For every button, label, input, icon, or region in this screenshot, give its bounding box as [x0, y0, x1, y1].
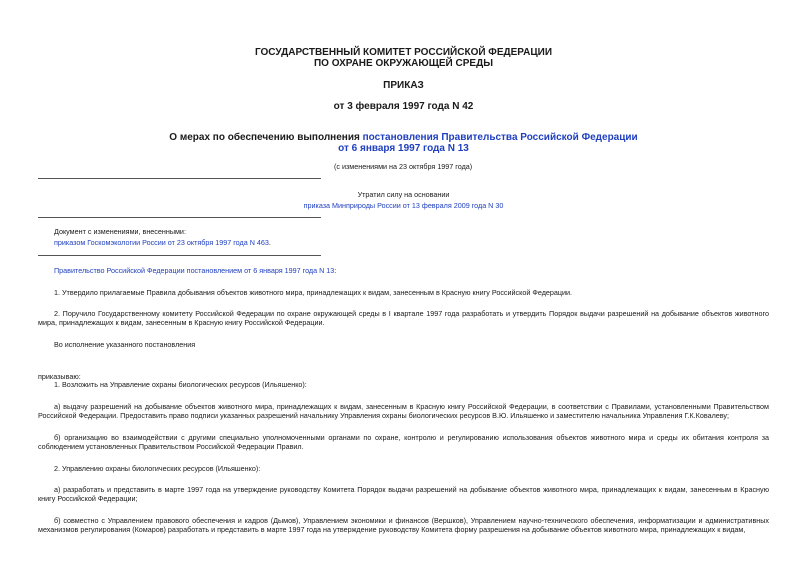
- committee-name-line-1: ГОСУДАРСТВЕННЫЙ КОМИТЕТ РОССИЙСКОЙ ФЕДЕРАЦИИ: [254, 47, 553, 58]
- divider-3: [38, 255, 321, 256]
- preamble-paragraph: [54, 266, 336, 275]
- paragraph-7: б) организацию во взаимодействии с другими специально уполномоченными органами по охране, контролю и регулированию использования объектов животного мира и среды их обитания контроля за соблюдением установленных Правительством Российской Федерации Правил.: [38, 433, 769, 452]
- document-title: [0, 132, 807, 143]
- paragraph-5: 1. Возложить на Управление охраны биологических ресурсов (Ильяшенко):: [54, 380, 307, 389]
- paragraph-8: 2. Управлению охраны биологических ресурсов (Ильяшенко):: [54, 464, 261, 473]
- document-type: ПРИКАЗ: [383, 80, 424, 91]
- paragraph-6: а) выдачу разрешений на добывание объектов животного мира, принадлежащих к видам, занесенным в Красную книгу Российской Федерации, в соответствии с Правилами, установленными Правительством Российской Федерации. Предоставить право подписи указанных разрешений начальнику Управления охраны биологических ресурсов В.Ю. Ильяшенко и заместителю начальника Управления Г.К.Ковалеву;: [38, 402, 769, 421]
- changes-suffix: .: [268, 238, 271, 247]
- preamble-suffix: :: [334, 266, 337, 275]
- divider-1: [38, 178, 321, 179]
- repealed-note: Утратил силу на основании: [357, 190, 450, 199]
- document-title-line-2: [0, 143, 807, 154]
- paragraph-2: 2. Поручило Государственному комитету Российской Федерации по охране окружающей среды в I квартале 1997 года разработать и утвердить Порядок выдачи разрешений на добывание объектов животного мира, принадлежащих к видам, занесенным в Красную книгу Российской Федерации.: [38, 309, 769, 328]
- document-date: от 3 февраля 1997 года N 42: [333, 101, 474, 112]
- amendments-note: (с изменениями на 23 октября 1997 года): [334, 162, 473, 171]
- changes-line: [54, 238, 271, 247]
- paragraph-3: Во исполнение указанного постановления: [54, 340, 196, 349]
- paragraph-10: б) совместно с Управлением правового обеспечения и кадров (Дымов), Управлением экономики и финансов (Вершков), Управлением научно-технического обеспечения, информатизации и административных механизмов регулирования (Комаров) разработать и представить в марте 1997 года на утверждение руководству Комитета форму разрешения на добывание объектов животного мира, принадлежащих к видам,: [38, 516, 769, 535]
- resolution-link-line-1[interactable]: постановления Правительства Российской Федерации: [362, 132, 638, 143]
- divider-2: [38, 217, 321, 218]
- order-word: приказываю:: [38, 372, 81, 381]
- resolution-link-line-2[interactable]: от 6 января 1997 года N 13: [338, 143, 469, 154]
- paragraph-9: а) разработать и представить в марте 1997 года на утверждение руководству Комитета Порядок выдачи разрешений на добывание объектов животного мира, принадлежащих к видам, занесенным в Красную книгу Российской Федерации;: [38, 485, 769, 504]
- changes-label: Документ с изменениями, внесенными:: [54, 227, 186, 236]
- repealed-order-link[interactable]: приказа Минприроды России от 13 февраля 2009 года N 30: [303, 201, 504, 210]
- title-prefix: О мерах по обеспечению выполнения: [169, 132, 363, 143]
- paragraph-1: 1. Утвердило прилагаемые Правила добывания объектов животного мира, принадлежащих к видам, занесенным в Красную книгу Российской Федерации.: [54, 288, 573, 297]
- government-resolution-link[interactable]: Правительство Российской Федерации постановлением от 6 января 1997 года N 13: [54, 266, 335, 275]
- committee-name-line-2: ПО ОХРАНЕ ОКРУЖАЮЩЕЙ СРЕДЫ: [313, 58, 493, 69]
- changes-order-link[interactable]: приказом Госкомэкологии России от 23 октября 1997 года N 463: [54, 238, 269, 247]
